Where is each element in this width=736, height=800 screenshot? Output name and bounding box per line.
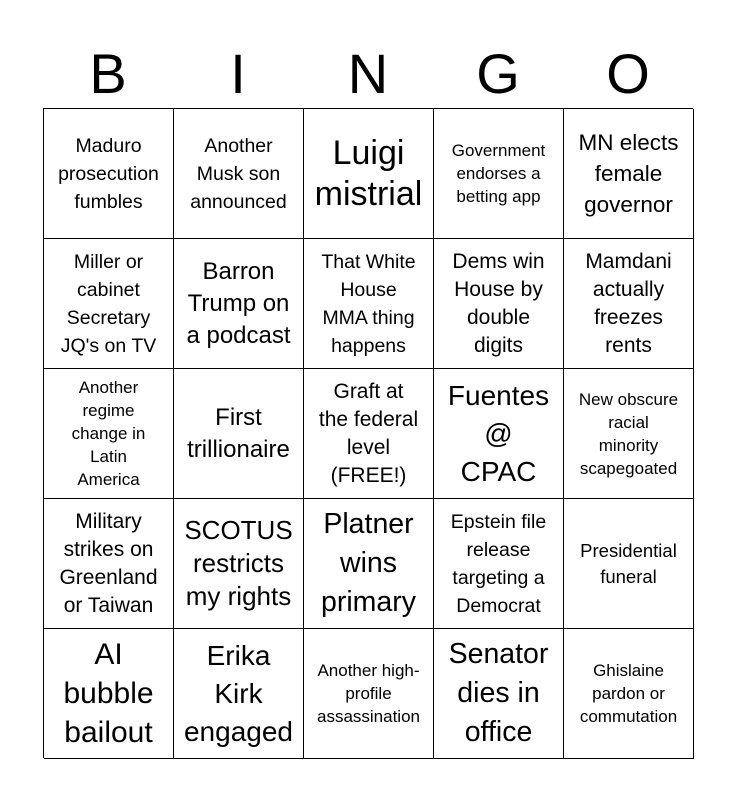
- cell-text: Barron Trump on a podcast: [186, 257, 291, 349]
- cell-text: New obscure racial minority scapegoated: [578, 389, 679, 478]
- bingo-header: [43, 40, 693, 108]
- bingo-cell[interactable]: [44, 109, 174, 239]
- cell-text: Miller or cabinet Secretary JQ's on TV: [60, 250, 157, 357]
- cell-text: First trillionaire: [187, 403, 290, 463]
- bingo-cell[interactable]: [44, 239, 174, 369]
- bingo-cell[interactable]: [434, 239, 564, 369]
- cell-text: Another Musk son announced: [190, 134, 287, 213]
- bingo-cell[interactable]: [304, 239, 434, 369]
- cell-text: Government endorses a betting app: [451, 141, 546, 206]
- bingo-cell[interactable]: [564, 239, 694, 369]
- bingo-grid: [43, 108, 693, 758]
- header-letter-i: I: [230, 42, 246, 105]
- bingo-cell[interactable]: [434, 369, 564, 499]
- cell-text: That White House MMA thing happens: [321, 250, 416, 357]
- bingo-cell[interactable]: [564, 499, 694, 629]
- bingo-cell[interactable]: [174, 239, 304, 369]
- bingo-cell[interactable]: [564, 629, 694, 759]
- cell-text: Luigi mistrial: [314, 133, 423, 213]
- cell-text: Another regime change in Latin America: [71, 378, 146, 489]
- cell-text: Ghislaine pardon or commutation: [579, 661, 678, 726]
- bingo-cell[interactable]: [304, 109, 434, 239]
- cell-text: Military strikes on Greenland or Taiwan: [59, 509, 158, 617]
- bingo-cell[interactable]: [564, 369, 694, 499]
- cell-text: Presidential funeral: [580, 539, 677, 587]
- cell-text: Fuentes @ CPAC: [447, 379, 550, 487]
- cell-text: MN elects female governor: [578, 130, 679, 217]
- cell-text: Another high- profile assassination: [316, 661, 420, 726]
- bingo-cell[interactable]: [174, 369, 304, 499]
- bingo-cell[interactable]: [434, 109, 564, 239]
- cell-text: AI bubble bailout: [63, 638, 154, 749]
- header-letter-g: G: [476, 42, 520, 105]
- bingo-cell[interactable]: [304, 369, 434, 499]
- cell-text: Senator dies in office: [448, 638, 549, 748]
- bingo-cell[interactable]: [44, 369, 174, 499]
- bingo-cell[interactable]: [564, 109, 694, 239]
- cell-text: Erika Kirk engaged: [183, 639, 293, 747]
- bingo-cell[interactable]: [304, 499, 434, 629]
- cell-text: Platner wins primary: [320, 508, 416, 618]
- bingo-cell[interactable]: [174, 109, 304, 239]
- bingo-cell[interactable]: [304, 629, 434, 759]
- bingo-cell[interactable]: [44, 499, 174, 629]
- bingo-cell[interactable]: [174, 499, 304, 629]
- cell-text: Maduro prosecution fumbles: [58, 134, 159, 213]
- cell-text: Mamdani actually freezes rents: [585, 249, 672, 357]
- bingo-cell[interactable]: [434, 629, 564, 759]
- cell-text: SCOTUS restricts my rights: [184, 515, 293, 611]
- cell-text: Graft at the federal level (FREE!): [318, 379, 419, 487]
- header-letter-o: O: [606, 42, 650, 105]
- header-letter-b: B: [89, 42, 127, 105]
- bingo-cell[interactable]: [44, 629, 174, 759]
- bingo-cell[interactable]: [434, 499, 564, 629]
- cell-text: Epstein file release targeting a Democrat: [450, 510, 547, 617]
- cell-text: Dems win House by double digits: [452, 249, 545, 357]
- header-letter-n: N: [347, 42, 389, 105]
- bingo-cell[interactable]: [174, 629, 304, 759]
